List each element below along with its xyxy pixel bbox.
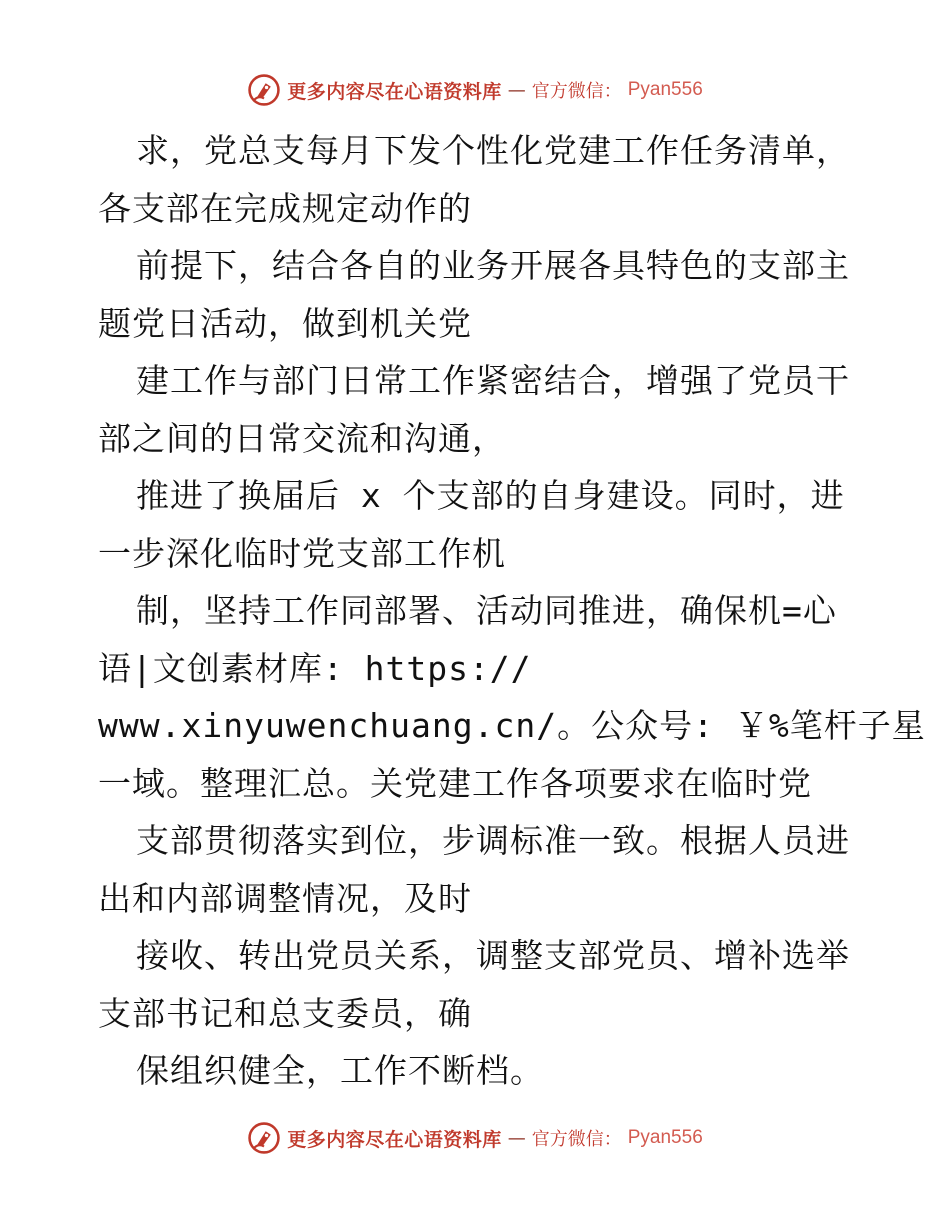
body-line: 支部书记和总支委员，确 — [98, 993, 472, 1033]
header-watermark-banner — [0, 70, 950, 110]
body-line: 建工作与部门日常工作紧密结合，增强了党员干 — [136, 361, 850, 400]
body-line: 语|文创素材库: https:// — [98, 648, 532, 688]
footer-banner-label: 官方微信： — [531, 1129, 622, 1150]
body-line: 保组织健全，工作不断档。 — [136, 1051, 544, 1090]
body-line: 制，坚持工作同部署、活动同推进，确保机=心 — [136, 591, 837, 630]
footer-banner-text: 更多内容尽在心语资料库 — [287, 1128, 502, 1151]
header-banner-label: 官方微信： — [531, 81, 622, 102]
footer-watermark-banner — [0, 1118, 950, 1158]
pen-nib-circle-icon — [247, 1121, 281, 1155]
body-line: 一步深化临时党支部工作机 — [98, 533, 506, 573]
body-line: 接收、转出党员关系，调整支部党员、增补选举 — [136, 936, 850, 975]
pen-nib-circle-icon — [247, 73, 281, 107]
body-line: 前提下，结合各自的业务开展各具特色的支部主 — [136, 246, 850, 285]
body-line: 求，党总支每月下发个性化党建工作任务清单， — [136, 131, 850, 170]
header-banner-text: 更多内容尽在心语资料库 — [287, 80, 502, 103]
body-line: 题党日活动，做到机关党 — [98, 303, 472, 343]
footer-banner-wechat-id: Pyan556 — [627, 1127, 703, 1148]
body-line: 支部贯彻落实到位，步调标准一致。根据人员进 — [136, 821, 850, 860]
body-line: 各支部在完成规定动作的 — [98, 188, 472, 228]
body-line: 部之间的日常交流和沟通， — [98, 418, 506, 458]
body-line: 出和内部调整情况，及时 — [98, 878, 472, 918]
header-banner-dash: — — [507, 79, 526, 101]
body-line: 推进了换届后 x 个支部的自身建设。同时，进 — [136, 476, 845, 515]
footer-banner-dash: — — [507, 1127, 526, 1149]
header-banner-wechat-id: Pyan556 — [627, 79, 703, 100]
body-line: www.xinyuwenchuang.cn/。公众号: ￥%笔杆子星 — [98, 706, 926, 745]
document-body — [98, 122, 926, 1100]
body-line: 一域。整理汇总。关党建工作各项要求在临时党 — [98, 763, 812, 803]
